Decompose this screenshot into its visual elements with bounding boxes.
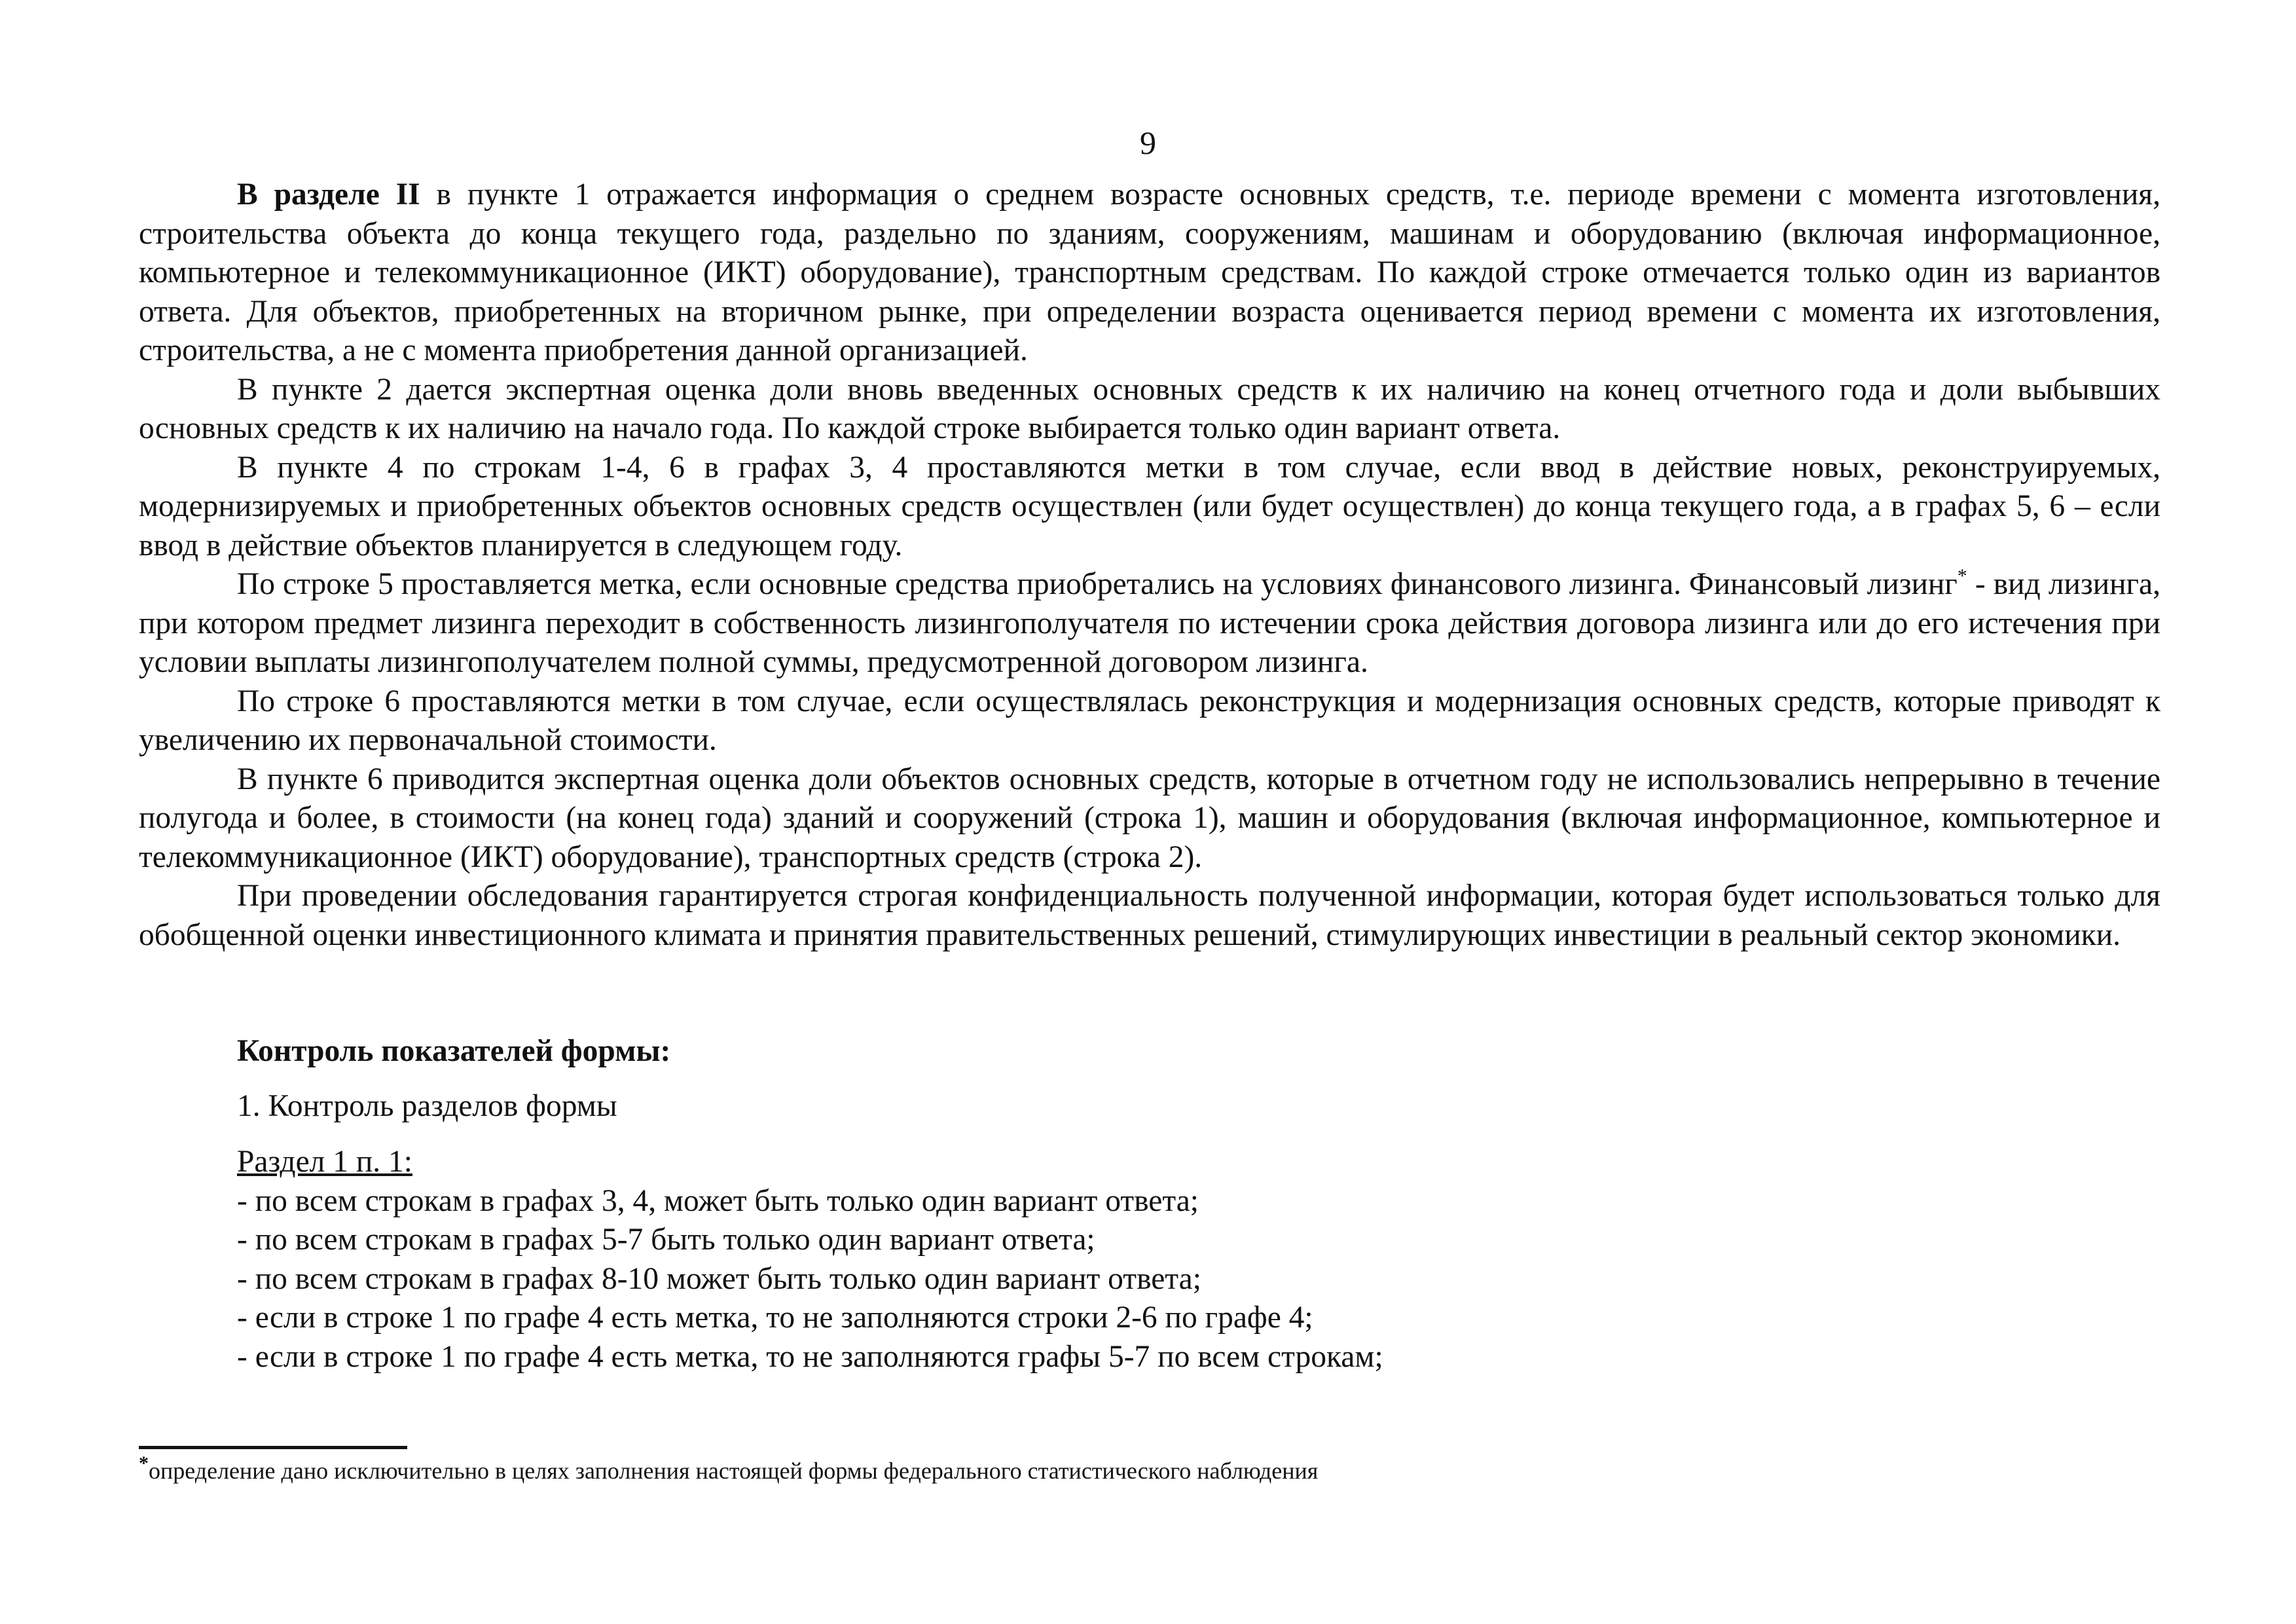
control-rule-item: - по всем строкам в графах 3, 4, может быть только один вариант ответа; <box>237 1183 1199 1218</box>
control-heading: Контроль показателей формы: <box>237 1034 671 1068</box>
section2-paragraph-2: В пункте 2 дается экспертная оценка доли вновь введенных основных средств к их наличию на конец отчетного года и доли выбывших основных средств к их наличию на начало года. По каждой строке выбирается только один вариант ответа. <box>139 372 2160 445</box>
section2-paragraph-6: В пункте 6 приводится экспертная оценка доли объектов основных средств, которые в отчетном году не использовались непрерывно в течение полугода и более, в стоимости (на конец года) зданий и сооружений (строка 1), машин и оборудования (включая информационное, компьютерное и телекоммуникационное (ИКТ) оборудование), транспортных средств (строка 2). <box>139 762 2160 874</box>
control-subheading: 1. Контроль разделов формы <box>237 1088 617 1123</box>
section2-paragraph-3: В пункте 4 по строкам 1-4, 6 в графах 3, 4 проставляются метки в том случае, если ввод в действие новых, реконструируемых, модернизируемых и приобретенных объектов основных средств осуществлен (или будет осуществлен) до конца текущего года, а в графах 5, 6 – если ввод в действие объектов планируется в следующем году. <box>139 450 2160 563</box>
section2-paragraph-7: При проведении обследования гарантируется строгая конфиденциальность полученной информации, которая будет использоваться только для обобщенной оценки инвестиционного климата и принятия правительственных решений, стимулирующих инвестиции в реальный сектор экономики. <box>139 879 2160 952</box>
footnote-reference-mark: * <box>1957 565 1967 587</box>
footnote-mark: * <box>139 1452 149 1474</box>
control-rules-list <box>139 1182 2160 1377</box>
page-number: 9 <box>1140 124 1156 161</box>
control-rule-item: - если в строке 1 по графе 4 есть метка, то не заполняются графы 5-7 по всем строкам; <box>237 1339 1383 1374</box>
control-rule-item: - по всем строкам в графах 5-7 быть только один вариант ответа; <box>237 1223 1095 1257</box>
section2-paragraph-1 <box>139 175 2160 371</box>
control-section-label <box>139 1143 2160 1182</box>
paragraph-4-text-before: По строке 5 проставляется метка, если основные средства приобретались на условиях финансового лизинга. Финансовый лизинг <box>237 567 1958 601</box>
section2-paragraph-5: По строке 6 проставляются метки в том случае, если осуществлялась реконструкция и модернизация основных средств, которые приводят к увеличению их первоначальной стоимости. <box>139 684 2160 757</box>
footnote-text: определение дано исключительно в целях заполнения настоящей формы федерального статистического наблюдения <box>149 1458 1319 1484</box>
section2-paragraph-1-text: в пункте 1 отражается информация о среднем возрасте основных средств, т.е. периоде времени с момента изготовления, строительства объекта до конца текущего года, раздельно по зданиям, сооружениям, машинам и оборудованию (включая информационное, компьютерное и телекоммуникационное (ИКТ) оборудование), транспортным средствам. По каждой строке отмечается только один из вариантов ответа. Для объектов, приобретенных на вторичном рынке, при определении возраста оценивается период времени с момента их изготовления, строительства, а не с момента приобретения данной организацией. <box>139 177 2160 367</box>
section2-paragraph-4 <box>139 565 2160 682</box>
footnote <box>139 1449 1318 1486</box>
paragraph-4-text-after: - вид лизинга, при котором предмет лизинга переходит в собственность лизингополучателя по истечении срока действия договора лизинга или до его истечения при условии выплаты лизингополучателем полной суммы, предусмотренной договором лизинга. <box>139 567 2160 679</box>
document-body <box>139 175 2160 1376</box>
control-rule-item: - по всем строкам в графах 8-10 может быть только один вариант ответа; <box>237 1261 1201 1296</box>
section2-heading-bold: В разделе II <box>237 177 420 212</box>
control-rule-item: - если в строке 1 по графе 4 есть метка, то не заполняются строки 2-6 по графе 4; <box>237 1301 1313 1335</box>
control-section-label-text: Раздел 1 п. 1: <box>237 1145 412 1179</box>
